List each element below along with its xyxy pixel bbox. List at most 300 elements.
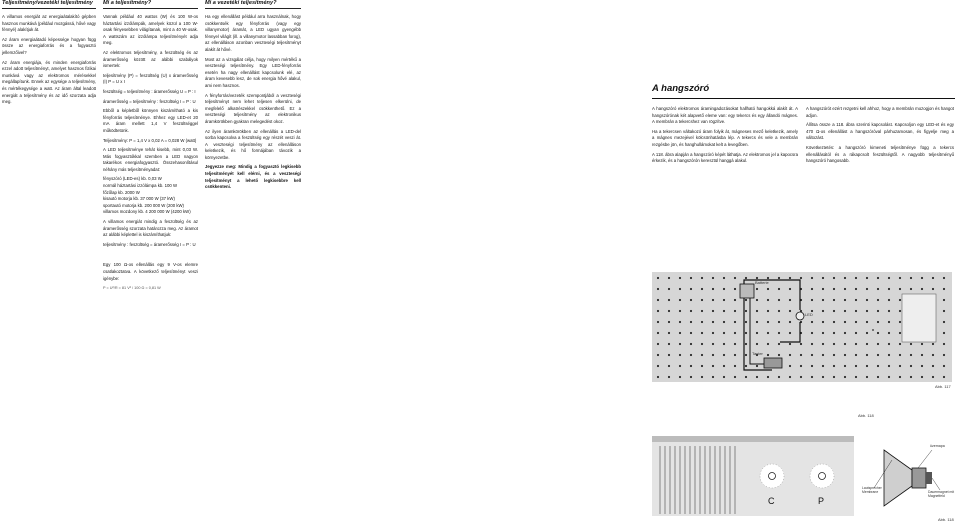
figure-118-label: Abb. 118 [858, 413, 874, 418]
peg-hole [723, 288, 725, 290]
formula-line: áramerősség = teljesítmény : feszültség I = P : U [103, 98, 196, 104]
peg-hole [778, 354, 780, 356]
peg-hole [734, 343, 736, 345]
peg-hole [701, 365, 703, 367]
peg-hole [745, 321, 747, 323]
peg-hole [778, 299, 780, 301]
peg-hole [712, 321, 714, 323]
peg-hole [690, 354, 692, 356]
peg-hole [833, 343, 835, 345]
peg-hole [690, 365, 692, 367]
peg-hole [734, 376, 736, 378]
paragraph: A villamos energiát az energiaátalakító gépben hasznos munkává (például mozgássá, hővé vagy fénnyé) alakítjuk át. [2, 14, 96, 33]
peg-hole [899, 277, 901, 279]
peg-hole [833, 365, 835, 367]
peg-hole [756, 332, 758, 334]
header-rule [103, 8, 198, 9]
peg-hole [690, 277, 692, 279]
peg-hole [657, 299, 659, 301]
peg-hole [844, 343, 846, 345]
peg-hole [888, 288, 890, 290]
peg-hole [734, 277, 736, 279]
peg-hole [778, 310, 780, 312]
peg-hole [800, 354, 802, 356]
peg-hole [723, 365, 725, 367]
formula-line: feszültség = teljesítmény : áramerősség U = P : I [103, 88, 196, 94]
peg-hole [822, 354, 824, 356]
peg-hole [767, 310, 769, 312]
peg-hole [789, 376, 791, 378]
peg-hole [712, 376, 714, 378]
peg-hole [712, 354, 714, 356]
peg-hole [899, 376, 901, 378]
peg-hole [899, 354, 901, 356]
peg-hole [910, 277, 912, 279]
peg-hole [822, 376, 824, 378]
peg-hole [866, 288, 868, 290]
peg-hole [701, 376, 703, 378]
peg-hole [712, 310, 714, 312]
peg-hole [712, 288, 714, 290]
peg-hole [833, 299, 835, 301]
peg-hole [701, 310, 703, 312]
peg-hole [877, 343, 879, 345]
peg-hole [833, 288, 835, 290]
peg-hole [844, 376, 846, 378]
peg-hole [943, 354, 945, 356]
peg-hole [668, 310, 670, 312]
paragraph: Teljesítmény: P = 1,4 V x 0,02 A = 0,028 W (watt) [103, 137, 197, 143]
peg-hole [668, 332, 670, 334]
battery-icon [740, 284, 754, 298]
peg-hole [943, 288, 945, 290]
peg-hole [745, 365, 747, 367]
peg-hole [921, 277, 923, 279]
peg-hole [701, 332, 703, 334]
peg-hole [888, 365, 890, 367]
peg-hole [712, 277, 714, 279]
peg-hole [866, 343, 868, 345]
paragraph: A fényforrás/vezeték szempontjából a veszteségi teljesítményt nem lehet teljesen elkerülni, de megfelelő alkatrészekkel csökkenthető. Ez a veszteségi teljesítmény az elektronikus áramkörökben gyakran melegedést okoz. [205, 92, 301, 124]
section-header-loss-power: Mi a vezetéki teljesítmény? [205, 0, 277, 6]
peg-hole [679, 343, 681, 345]
peg-hole [657, 365, 659, 367]
peg-hole [690, 376, 692, 378]
peg-hole [679, 299, 681, 301]
peg-hole [701, 299, 703, 301]
peg-hole [943, 310, 945, 312]
peg-hole [778, 277, 780, 279]
peg-hole [899, 299, 901, 301]
peg-hole [855, 310, 857, 312]
peg-hole [701, 277, 703, 279]
peg-hole [822, 299, 824, 301]
figure-117-label: Abb. 117 [935, 384, 951, 389]
peg-hole [734, 321, 736, 323]
list-item: sportautó motorja kb. 200 000 W (200 kW) [103, 202, 184, 208]
peg-hole [833, 332, 835, 334]
formula-line: teljesítmény : feszültség = áramerősség I = P : U [103, 241, 196, 247]
peg-hole [833, 376, 835, 378]
list-item: villamos mozdony kb. 4 200 000 W (4200 kW) [103, 209, 191, 215]
paragraph: Ha a tekercsen váltakozó áram folyik át, mágneses mező keletkezik, amely a mágnes mezejével kölcsönhatásba lép. A tekercs és vele a membrán rezgésbe jön, és hanghullámokat kelt a levegőben. [652, 128, 798, 147]
peg-hole [679, 354, 681, 356]
figure-119-speaker [862, 440, 954, 514]
peg-hole [866, 376, 868, 378]
peg-hole [668, 321, 670, 323]
peg-hole [690, 310, 692, 312]
peg-hole [899, 332, 901, 334]
paragraph: A hangszórót ezért rezgetni kell ahhoz, hogy a membrán mozogjon és hangot adjon. [806, 106, 954, 118]
peg-hole [789, 310, 791, 312]
peg-hole [899, 365, 901, 367]
peg-hole [822, 277, 824, 279]
peg-hole [767, 354, 769, 356]
peg-hole [723, 310, 725, 312]
peg-hole [822, 288, 824, 290]
peg-hole [723, 343, 725, 345]
label-switch: Taster [752, 351, 763, 356]
peg-hole [657, 277, 659, 279]
peg-hole [668, 376, 670, 378]
figure-117-pegboard [652, 272, 952, 382]
chapter-rule [652, 98, 955, 99]
peg-hole [932, 277, 934, 279]
peg-hole [811, 354, 813, 356]
power-list [103, 176, 198, 216]
peg-hole [789, 354, 791, 356]
peg-hole [855, 354, 857, 356]
peg-hole [822, 321, 824, 323]
peg-hole [877, 332, 879, 334]
peg-hole [789, 332, 791, 334]
peg-hole [789, 299, 791, 301]
knob-label-c: C [768, 496, 775, 506]
peg-hole [877, 277, 879, 279]
peg-hole [756, 310, 758, 312]
peg-hole [800, 376, 802, 378]
peg-hole [811, 299, 813, 301]
peg-hole [910, 376, 912, 378]
peg-hole [723, 376, 725, 378]
peg-hole [811, 365, 813, 367]
peg-hole [844, 299, 846, 301]
peg-hole [690, 299, 692, 301]
peg-hole [811, 277, 813, 279]
paragraph: Állítsa össze a 118. ábra szerinti kapcsolást. Kapcsoljon egy LED-et és egy 470 Ω-os ellenállást a hangszóróval párhuzamosan, és figyelje meg a változást. [806, 122, 954, 141]
knob-icon [760, 464, 784, 488]
peg-hole [668, 354, 670, 356]
peg-hole [668, 299, 670, 301]
peg-hole [657, 376, 659, 378]
paragraph: Ha egy ellenállást például arra használnak, hogy csökkentsék egy fényforrás (vagy egy villanymotor) áramát, a LED ugyan gyengébb fénnyel világít (ill. a villanymotor lassabban forog), az ellenálláson azonban veszteségi teljesítményt alakít át hővé. [205, 14, 301, 52]
peg-hole [844, 332, 846, 334]
column-3 [205, 0, 301, 194]
peg-hole [679, 376, 681, 378]
list-item: főzőlap kb. 2000 W [103, 189, 140, 195]
peg-hole [679, 321, 681, 323]
peg-hole [932, 365, 934, 367]
peg-hole [756, 376, 758, 378]
paragraph: Ebből a képletből könnyen kiszámítható a kis fényforrás teljesítménye. Ehhez egy LED-et 20 mA áram mellett 1,4 V feszültséggel működtetünk. [103, 108, 198, 133]
peg-hole [844, 365, 846, 367]
peg-hole [855, 277, 857, 279]
list-item: normál háztartási izzólámpa kb. 100 W [103, 183, 178, 189]
peg-hole [844, 277, 846, 279]
peg-hole [734, 310, 736, 312]
peg-hole [855, 321, 857, 323]
peg-hole [690, 332, 692, 334]
peg-hole [745, 299, 747, 301]
paragraph: Vannak például 40 wattos (W) és 100 W-os háztartási izzólámpák, amelyek közül a 100 W-osak fényesebben világítanak, mint a 40 W-osak. A wattszám az izzólámpa teljesítményét adja meg. [103, 14, 198, 46]
peg-hole [877, 299, 879, 301]
peg-hole [822, 365, 824, 367]
peg-hole [811, 376, 813, 378]
peg-hole [657, 310, 659, 312]
peg-hole [657, 343, 659, 345]
peg-hole [888, 332, 890, 334]
paragraph: Most az a vizsgálat célja, hogy milyen mértékű a veszteségi teljesítmény. Egy LED-fényforrás esetén ha nagy ellenállást kapcsolunk elé, az áram kevesebb lesz, de sok energia hővé alakul, ami nem hasznos. [205, 56, 301, 88]
peg-hole [745, 354, 747, 356]
peg-hole [657, 321, 659, 323]
figure-119-label: Abb. 118 [938, 517, 954, 522]
section-header-power: Teljesítmény/vezetéki teljesítmény [2, 0, 93, 6]
peg-hole [888, 321, 890, 323]
peg-hole [767, 299, 769, 301]
peg-hole [712, 332, 714, 334]
paragraph: Az elektromos teljesítmény, a feszültség és az áramerősség között az alábbi szabályok ismertek: [103, 49, 198, 69]
peg-hole [822, 310, 824, 312]
peg-hole [921, 376, 923, 378]
peg-hole [943, 365, 945, 367]
peg-hole [668, 288, 670, 290]
peg-hole [866, 277, 868, 279]
peg-hole [844, 321, 846, 323]
peg-hole [745, 277, 747, 279]
peg-hole [943, 277, 945, 279]
paragraph: Következtetés: a hangszóró kimeneti teljesítménye függ a tekercs ellenállásától és a rákapcsolt feszültségtől. A nagyobb teljesítményű hangszóró hangosabb. [806, 144, 954, 164]
paragraph: Egy 100 Ω-os ellenállás egy 9 V-os elemre csatlakoztatva. A következő teljesítményt veszi igénybe: [103, 262, 198, 281]
peg-hole [888, 376, 890, 378]
peg-hole [822, 343, 824, 345]
peg-hole [778, 332, 780, 334]
peg-hole [712, 365, 714, 367]
peg-hole [723, 354, 725, 356]
peg-hole [899, 321, 901, 323]
peg-hole [833, 354, 835, 356]
peg-hole [789, 321, 791, 323]
peg-hole [844, 288, 846, 290]
peg-hole [734, 288, 736, 290]
peg-hole [932, 343, 934, 345]
peg-hole [899, 288, 901, 290]
side-panel [902, 294, 936, 342]
peg-hole [866, 310, 868, 312]
label-speaker-membrane: Lautsprecher Membrane [862, 486, 882, 494]
peg-hole [734, 332, 736, 334]
column-2 [103, 0, 198, 292]
peg-hole [888, 277, 890, 279]
peg-hole [690, 321, 692, 323]
peg-hole [943, 376, 945, 378]
paragraph: Az ilyen áramkörökben az ellenállás a LED-del sorba kapcsolva a feszültség egy részét veszi át. A veszteségi teljesítmény az ellenálláson keletkezik, és hő formájában távozik a környezetbe. [205, 128, 301, 160]
peg-hole [778, 321, 780, 323]
peg-hole [888, 343, 890, 345]
peg-hole [690, 343, 692, 345]
paragraph: A LED teljesítménye tehát kisebb, mint 0,03 W. Más fogyasztókkal szemben a LED nagyon takarékos energiafogyasztó. Összehasonlításul néhány más teljesítményadat: [103, 147, 198, 172]
label-speaker-top: üzemapa [930, 444, 945, 448]
peg-hole [877, 365, 879, 367]
formula: P = U²/R = 81 V² / 100 Ω = 0,81 W [103, 286, 161, 291]
figure-118-panel [652, 436, 854, 516]
label-speaker-magnet: Dauermagnet mit Magnetfeld [928, 490, 955, 498]
peg-hole [855, 376, 857, 378]
section-header-what-is-power: Mi a teljesítmény? [103, 0, 152, 6]
peg-hole [811, 321, 813, 323]
peg-hole [712, 343, 714, 345]
peg-hole [888, 354, 890, 356]
label-led: LED [805, 312, 813, 317]
peg-hole [701, 354, 703, 356]
peg-hole [767, 321, 769, 323]
note-paragraph: Jegyezze meg: Mindig a fogyasztó legkisebb teljesítményét kell elérni, és a veszteségi teljesítményt a lehető legkisebbre kell csökkenteni. [205, 164, 301, 190]
peg-hole [910, 288, 912, 290]
peg-hole [800, 277, 802, 279]
list-item: kisautó motorja kb. 37 000 W (37 kW) [103, 196, 175, 202]
peg-hole [899, 310, 901, 312]
peg-hole [855, 365, 857, 367]
formula-line: teljesítmény (P) = feszültség (U) x áramerősség (I) P = U x I [103, 72, 198, 85]
peg-hole [833, 321, 835, 323]
peg-hole [745, 376, 747, 378]
peg-hole [811, 332, 813, 334]
peg-hole [877, 310, 879, 312]
peg-hole [921, 288, 923, 290]
peg-hole [844, 310, 846, 312]
peg-hole [657, 332, 659, 334]
peg-hole [932, 354, 934, 356]
peg-hole [723, 277, 725, 279]
peg-hole [723, 332, 725, 334]
peg-hole [888, 299, 890, 301]
peg-hole [690, 288, 692, 290]
peg-hole [657, 288, 659, 290]
peg-hole [811, 343, 813, 345]
peg-hole [789, 343, 791, 345]
knob-icon [810, 464, 834, 488]
peg-hole [701, 343, 703, 345]
peg-hole [877, 376, 879, 378]
paragraph: Az áram energiája, és minden energiaforrás ezzel adott teljesítményt, amelyet hasznos fizikai munkává vagy az elektromos mérésekkel megállapítunk. Ennek az egysége a teljesítmény, és mértékegysége a watt. Az áram által leadott energiát a teljesítmény és az idő szorzata adja meg. [2, 59, 96, 105]
peg-hole [811, 288, 813, 290]
peg-hole [756, 343, 758, 345]
peg-hole [712, 299, 714, 301]
peg-hole [778, 343, 780, 345]
paragraph: A 118. ábra alapján a hangszóró képét láthatja. Az elektromos jel a kapocsra érkezik, és a hangszórón keresztül hanggá alakul. [652, 151, 798, 164]
peg-hole [778, 288, 780, 290]
header-rule [205, 8, 301, 9]
peg-hole [888, 310, 890, 312]
peg-hole [668, 365, 670, 367]
peg-hole [789, 365, 791, 367]
peg-hole [877, 321, 879, 323]
peg-hole [668, 277, 670, 279]
peg-hole [800, 343, 802, 345]
peg-hole [932, 288, 934, 290]
peg-hole [866, 321, 868, 323]
peg-hole [866, 299, 868, 301]
peg-hole [910, 354, 912, 356]
knob-label-p: P [818, 496, 825, 506]
peg-hole [734, 299, 736, 301]
peg-hole [899, 343, 901, 345]
peg-hole [877, 288, 879, 290]
peg-hole [833, 277, 835, 279]
peg-hole [910, 343, 912, 345]
peg-hole [734, 365, 736, 367]
peg-hole [756, 277, 758, 279]
peg-hole [800, 365, 802, 367]
peg-hole [943, 343, 945, 345]
speaker-icon [862, 440, 954, 514]
peg-hole [921, 354, 923, 356]
peg-hole [723, 299, 725, 301]
peg-hole [701, 288, 703, 290]
peg-hole [767, 288, 769, 290]
peg-hole [822, 332, 824, 334]
peg-hole [734, 354, 736, 356]
peg-hole [866, 365, 868, 367]
peg-hole [855, 343, 857, 345]
header-rule [2, 8, 96, 9]
peg-hole [756, 288, 758, 290]
peg-hole [657, 354, 659, 356]
peg-hole [756, 321, 758, 323]
paragraph: A villamos energiát mindig a feszültség és az áramerősség szorzata határozza meg. Az áramot az alábbi képlettel is kiszámíthatjuk: [103, 219, 198, 238]
peg-hole [778, 376, 780, 378]
peg-hole [767, 343, 769, 345]
peg-hole [833, 310, 835, 312]
column-5 [806, 106, 954, 168]
peg-hole [723, 321, 725, 323]
peg-hole [745, 310, 747, 312]
peg-hole [932, 376, 934, 378]
peg-hole [921, 343, 923, 345]
paragraph: Az áram energiaátadó képessége hogyan függ össze az energiaforrás és a fogyasztó jellemzőivel? [2, 36, 96, 55]
peg-hole [668, 343, 670, 345]
label-battery: Batterie [755, 280, 769, 285]
peg-hole [756, 365, 758, 367]
peg-hole [866, 332, 868, 334]
peg-hole [789, 288, 791, 290]
peg-hole [679, 277, 681, 279]
peg-hole [943, 299, 945, 301]
list-item: fényszóró (LED-es) kb. 0,03 W [103, 176, 162, 182]
column-4 [652, 106, 798, 168]
peg-hole [855, 332, 857, 334]
chapter-title: A hangszóró [652, 83, 710, 94]
peg-hole [679, 332, 681, 334]
peg-hole [877, 354, 879, 356]
peg-hole [679, 365, 681, 367]
peg-hole [767, 277, 769, 279]
pegboard-drawing [652, 272, 952, 382]
peg-hole [767, 376, 769, 378]
peg-hole [855, 288, 857, 290]
peg-hole [921, 365, 923, 367]
column-1 [2, 0, 96, 109]
peg-hole [745, 332, 747, 334]
